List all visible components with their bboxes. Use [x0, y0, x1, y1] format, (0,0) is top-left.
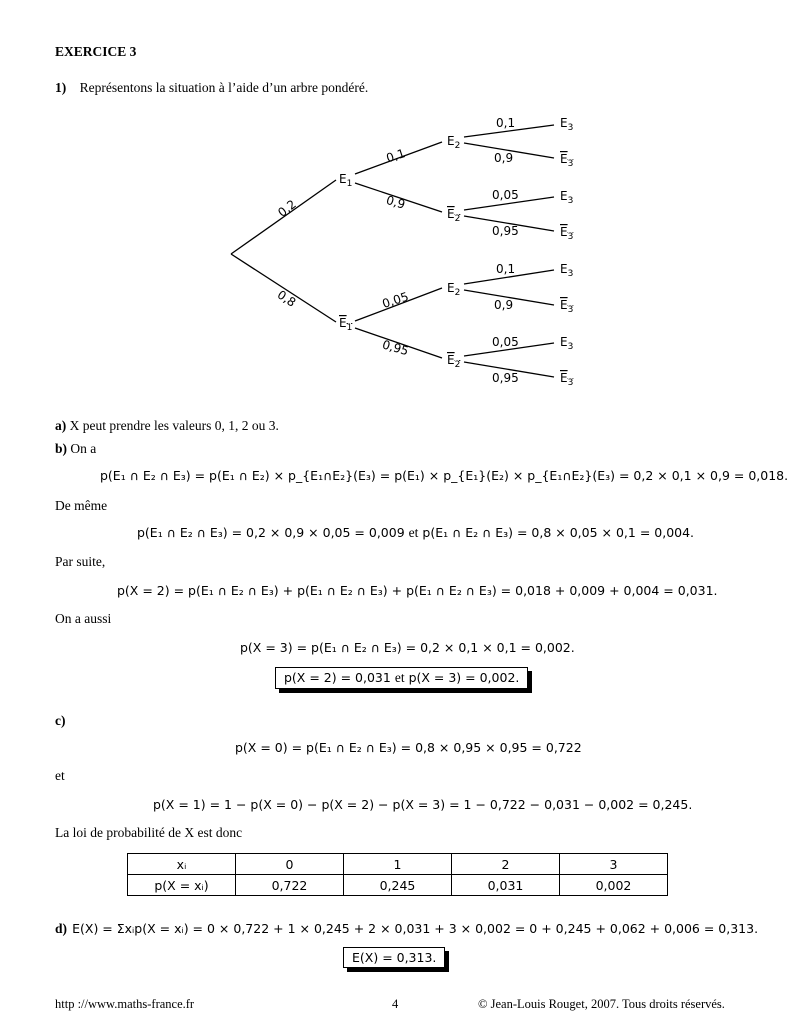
result-box-d: E(X) = 0,313.: [343, 947, 445, 968]
tree-leaves: [560, 116, 573, 388]
tree-weight: 0,1: [496, 262, 516, 276]
part-b-intro: On a: [70, 441, 97, 456]
part-d-label: d): [55, 921, 68, 936]
text-de-meme: De même: [55, 498, 108, 513]
part-a-label: a): [55, 418, 67, 433]
table-cell: 1: [344, 854, 452, 875]
part-d: [55, 918, 758, 937]
table-head-xi: xᵢ: [128, 854, 236, 875]
tree-weight: 0,05: [380, 289, 411, 311]
eq-b4: p(X = 3) = p(E₁ ∩ E₂ ∩ E₃) = 0,2 × 0,1 × 0,1 = 0,002.: [240, 640, 575, 655]
footer-copyright: © Jean-Louis Rouget, 2007. Tous droits réservés.: [478, 997, 725, 1011]
part-a-text: X peut prendre les valeurs 0, 1, 2 ou 3.: [69, 418, 279, 433]
eq-d: E(X) = Σxᵢp(X = xᵢ) = 0 × 0,722 + 1 × 0,245 + 2 × 0,031 + 3 × 0,002 = 0 + 0,245 + 0,062 + 0,006 = 0,313.: [72, 921, 759, 936]
tree-weight: 0,95: [492, 371, 519, 385]
probability-law-table: [127, 853, 668, 896]
eq-c1: p(X = 0) = p(E₁ ∩ E₂ ∩ E₃) = 0,8 × 0,95 × 0,95 = 0,722: [235, 740, 582, 755]
tree-node-not-e2: $E_2$: [447, 353, 461, 370]
tree-node-not-e1: $E_1$: [339, 316, 353, 333]
tree-weight: 0,05: [492, 335, 519, 349]
tree-weight: 0,9: [494, 151, 514, 165]
result-box-b-part2: p(X = 3) = 0,002.: [408, 670, 520, 685]
table-cell: 3: [560, 854, 668, 875]
tree-weight: 0,1: [384, 146, 407, 166]
tree-weight: 0,9: [384, 192, 407, 212]
eq-b2b: p(E₁ ∩ E₂ ∩ E₃) = 0,8 × 0,05 × 0,1 = 0,004.: [422, 525, 695, 540]
part-a: [55, 418, 279, 434]
eq-b2-et: et: [408, 525, 419, 540]
svg-text:E3: $E_3$: [560, 189, 574, 206]
table-cell: 0,722: [236, 875, 344, 896]
footer-url: http ://www.maths-france.fr: [55, 997, 195, 1011]
eq-b2a: p(E₁ ∩ E₂ ∩ E₃) = 0,2 × 0,9 × 0,05 = 0,009: [137, 525, 405, 540]
svg-text:E3: $E_3$: [560, 152, 574, 169]
text-par-suite: Par suite,: [55, 554, 106, 569]
table-cell: 0,002: [560, 875, 668, 896]
svg-text:E3: $E_3$: [560, 335, 574, 352]
text-on-a-aussi: On a aussi: [55, 611, 112, 626]
tree-node-e2: $E_2$: [447, 134, 461, 151]
q1-text: Représentons la situation à l’aide d’un arbre pondéré.: [79, 80, 369, 95]
svg-text:E3: $E_3$: [560, 116, 574, 133]
part-b: [55, 441, 96, 457]
table-head-p: p(X = xᵢ): [128, 875, 236, 896]
result-box-b: [275, 667, 528, 689]
table-row: [128, 875, 668, 896]
table-cell: 0,245: [344, 875, 452, 896]
svg-text:E3: $E_3$: [560, 225, 574, 242]
text-et: et: [55, 768, 65, 783]
tree-weight: 0,95: [492, 224, 519, 238]
tree-weight: 0,05: [492, 188, 519, 202]
tree-node-e2: $E_2$: [447, 281, 461, 298]
text-loi: La loi de probabilité de X est donc: [55, 825, 243, 840]
tree-weight: 0,9: [494, 298, 514, 312]
tree-weight: 0,8: [274, 287, 299, 310]
table-cell: 0,031: [452, 875, 560, 896]
eq-b2: [137, 525, 694, 541]
probability-tree: [0, 0, 791, 400]
eq-b3: p(X = 2) = p(E₁ ∩ E₂ ∩ E₃) + p(E₁ ∩ E₂ ∩ E₃) + p(E₁ ∩ E₂ ∩ E₃) = 0,018 + 0,009 + 0,004 = 0,031.: [117, 583, 718, 598]
part-c-label: c): [55, 713, 66, 728]
table-cell: 0: [236, 854, 344, 875]
svg-text:E3: $E_3$: [560, 298, 574, 315]
tree-node-not-e2: $E_2$: [447, 207, 461, 224]
q1-number: 1): [55, 80, 67, 95]
eq-b1: p(E₁ ∩ E₂ ∩ E₃) = p(E₁ ∩ E₂) × p_{E₁∩E₂}(E₃) = p(E₁) × p_{E₁}(E₂) × p_{E₁∩E₂}(E₃) = 0,2 × 0,1 × 0,9 = 0,018.: [100, 468, 789, 483]
svg-text:E3: $E_3$: [560, 371, 574, 388]
table-cell: 2: [452, 854, 560, 875]
tree-node-e1: $E_1$: [339, 172, 353, 189]
tree-weight: 0,2: [275, 197, 299, 220]
exercise-title: EXERCICE 3: [55, 44, 137, 59]
part-b-label: b): [55, 441, 68, 456]
svg-text:E3: $E_3$: [560, 262, 574, 279]
tree-weight: 0,95: [380, 337, 411, 359]
tree-weight: 0,1: [496, 116, 516, 130]
result-box-b-et: et: [394, 670, 405, 685]
table-row: [128, 854, 668, 875]
result-box-b-part1: p(X = 2) = 0,031: [284, 670, 391, 685]
eq-c2: p(X = 1) = 1 − p(X = 0) − p(X = 2) − p(X = 3) = 1 − 0,722 − 0,031 − 0,002 = 0,245.: [153, 797, 693, 812]
footer-page-number: 4: [392, 997, 399, 1011]
